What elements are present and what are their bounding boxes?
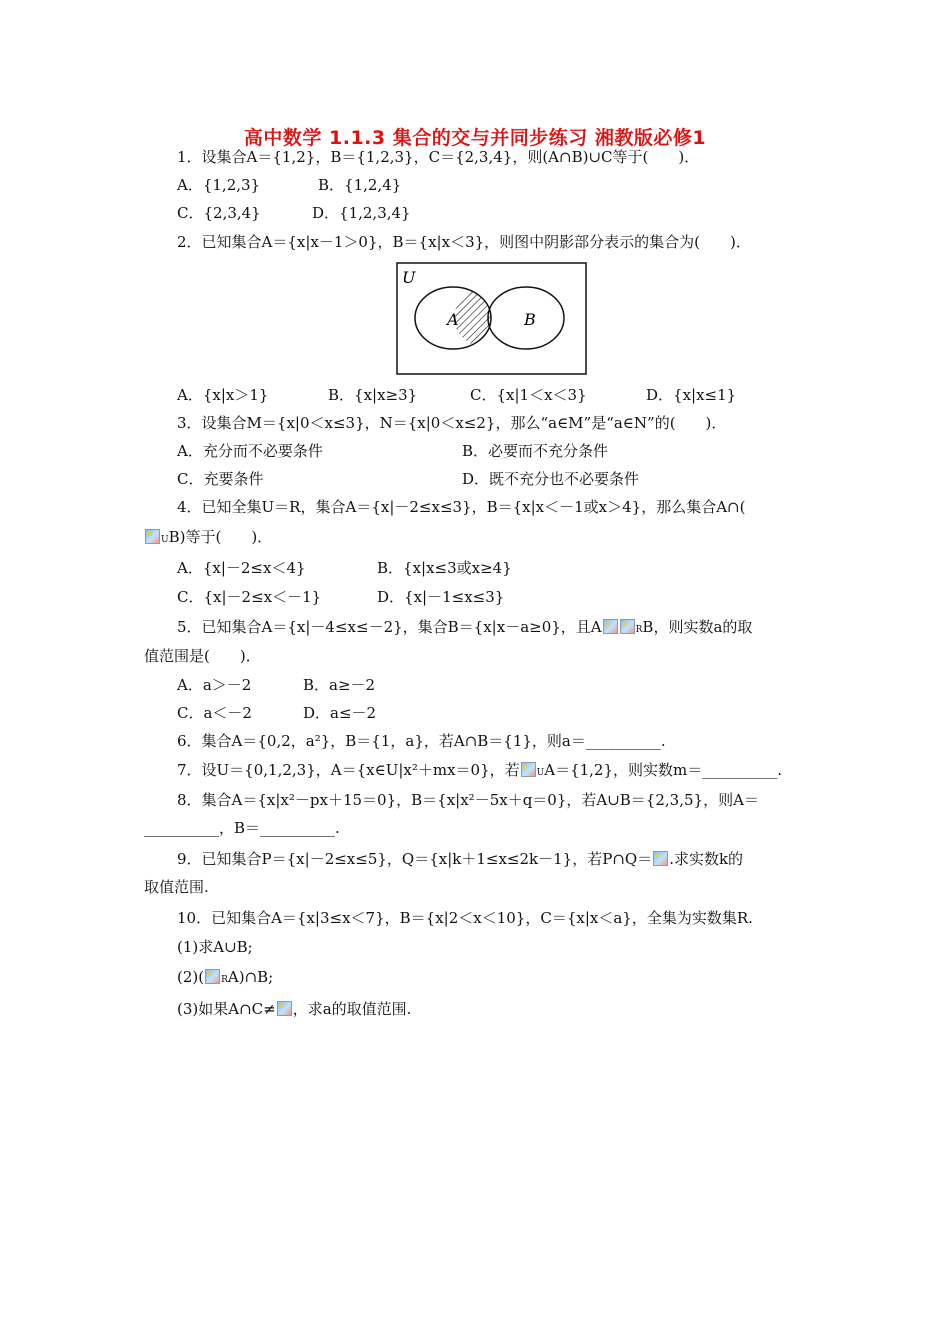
q9-stem-text-b: .求实数k的 xyxy=(669,850,744,868)
q1-stem: 1．设集合A＝{1,2}，B＝{1,2,3}，C＝{2,3,4}，则(A∩B)∪C等于( )． xyxy=(177,148,700,166)
q4-stem-line2 xyxy=(144,527,272,550)
q3-stem: 3．设集合M＝{x|0＜x≤3}，N＝{x|0＜x≤2}，那么“a∈M”是“a∈N”的( )． xyxy=(177,414,727,432)
q5-option-a: A．a＞－2 xyxy=(177,676,252,694)
venn-label-b: B xyxy=(524,310,536,329)
venn-label-a: A xyxy=(447,310,459,329)
q9-stem-line2: 取值范围. xyxy=(144,878,209,896)
q6-stem: 6．集合A＝{0,2，a²}，B＝{1，a}，若A∩B＝{1}，则a＝__________. xyxy=(177,732,666,750)
venn-label-u: U xyxy=(402,268,416,287)
q10-part-3 xyxy=(177,999,411,1019)
q1-option-a: A．{1,2,3} xyxy=(177,176,261,194)
q5-stem-line2: 值范围是( )． xyxy=(144,647,261,665)
q1-option-d: D．{1,2,3,4} xyxy=(312,204,411,222)
q4-stem-line1: 4．已知全集U＝R，集合A＝{x|－2≤x≤3}，B＝{x|x＜－1或x＞4}，那么集合A∩( xyxy=(177,498,746,516)
empty-set-symbol-icon xyxy=(653,851,668,866)
q4-complement-subscript: U xyxy=(161,535,169,545)
q2-option-d: D．{x|x≤1} xyxy=(646,386,737,404)
q3-option-c: C．充要条件 xyxy=(177,470,264,488)
q5-option-c: C．a＜－2 xyxy=(177,704,252,722)
q7-stem-text-b: A＝{1,2}，则实数m＝__________. xyxy=(544,761,783,779)
q5-option-d: D．a≤－2 xyxy=(303,704,377,722)
q10-part-2-text-b: A)∩B; xyxy=(227,968,274,986)
intersection-shaded-region xyxy=(454,287,530,349)
q10-part-3-text-a: (3)如果A∩C≠ xyxy=(177,1000,276,1018)
q3-option-b: B．必要而不充分条件 xyxy=(462,442,609,460)
q8-stem-line2: __________，B＝__________. xyxy=(144,819,340,837)
q9-stem-line1 xyxy=(177,849,743,869)
q4-option-b: B．{x|x≤3或x≥4} xyxy=(377,559,512,577)
q5-option-b: B．a≥－2 xyxy=(303,676,376,694)
q5-stem-line1-text-a: 5．已知集合A＝{x|－4≤x≤－2}，集合B＝{x|x－a≥0}，且A xyxy=(177,618,602,636)
empty-set-symbol-icon xyxy=(277,1001,292,1016)
q5-stem-line1-text-b: B，则实数a的取 xyxy=(642,618,753,636)
q5-complement-subscript: R xyxy=(635,625,643,635)
q10-part-2-text-a: (2)( xyxy=(177,968,205,986)
q9-stem-text-a: 9．已知集合P＝{x|－2≤x≤5}，Q＝{x|k＋1≤x≤2k－1}，若P∩Q＝ xyxy=(177,850,653,868)
q10-stem: 10．已知集合A＝{x|3≤x＜7}，B＝{x|2＜x＜10}，C＝{x|x＜a}，全集为实数集R. xyxy=(177,909,753,927)
q10-part-1: (1)求A∪B; xyxy=(177,938,253,956)
q2-option-b: B．{x|x≥3} xyxy=(328,386,418,404)
q2-stem: 2．已知集合A＝{x|x－1＞0}，B＝{x|x＜3}，则图中阴影部分表示的集合为( )． xyxy=(177,233,751,251)
q10-part-2 xyxy=(177,967,273,990)
q3-option-d: D．既不充分也不必要条件 xyxy=(462,470,640,488)
complement-symbol-icon xyxy=(205,969,220,984)
complement-symbol-icon xyxy=(521,762,536,777)
q10-complement-subscript: R xyxy=(221,975,228,985)
q8-stem-line1: 8．集合A＝{x|x²－px＋15＝0}，B＝{x|x²－5x＋q＝0}，若A∪B＝{2,3,5}，则A＝ xyxy=(177,791,759,809)
complement-symbol-icon xyxy=(620,619,635,634)
q1-option-c: C．{2,3,4} xyxy=(177,204,261,222)
venn-diagram xyxy=(396,262,588,376)
page-title: 高中数学 1.1.3 集合的交与并同步练习 湘教版必修1 xyxy=(243,127,707,149)
q4-option-d: D．{x|－1≤x≤3} xyxy=(377,588,505,606)
q4-option-c: C．{x|－2≤x＜－1} xyxy=(177,588,322,606)
q4-option-a: A．{x|－2≤x＜4} xyxy=(177,559,306,577)
subset-symbol-icon xyxy=(603,619,618,634)
complement-symbol-icon xyxy=(145,529,160,544)
q2-option-a: A．{x|x＞1} xyxy=(177,386,269,404)
q4-stem-line2-text: B)等于( )． xyxy=(168,528,273,546)
q3-option-a: A．充分而不必要条件 xyxy=(177,442,323,460)
q7-stem xyxy=(177,760,782,783)
q10-part-3-text-b: ，求a的取值范围. xyxy=(292,1000,412,1018)
q1-option-b: B．{1,2,4} xyxy=(318,176,402,194)
q7-stem-text-a: 7．设U＝{0,1,2,3}，A＝{x∈U|x²＋mx＝0}，若 xyxy=(177,761,520,779)
q7-complement-subscript: U xyxy=(536,768,545,778)
q2-option-c: C．{x|1＜x＜3} xyxy=(470,386,587,404)
q5-stem-line1 xyxy=(177,617,752,640)
